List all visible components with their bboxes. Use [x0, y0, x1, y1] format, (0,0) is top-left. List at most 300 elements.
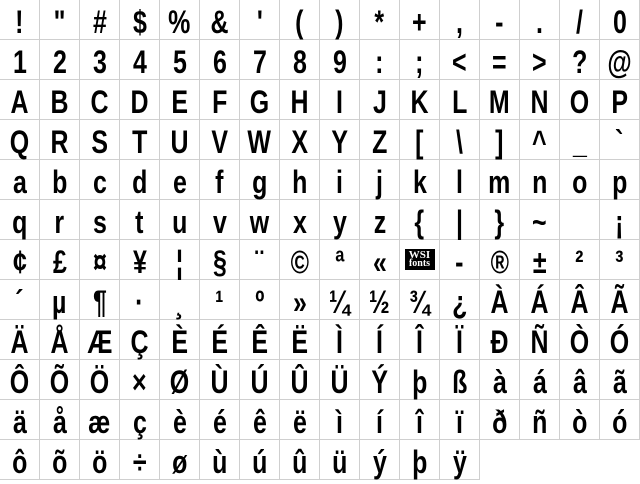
glyph: 6 — [212, 44, 227, 80]
glyph-cell — [120, 80, 160, 120]
glyph: ¨ — [255, 244, 264, 280]
glyph-cell — [400, 200, 440, 240]
glyph-cell — [400, 440, 440, 480]
glyph: è — [172, 404, 187, 440]
glyph-cell — [80, 200, 120, 240]
glyph: t — [135, 204, 144, 240]
glyph: « — [372, 244, 387, 280]
glyph-cell — [480, 0, 520, 40]
glyph: = — [492, 44, 507, 80]
glyph: õ — [51, 444, 68, 480]
glyph: å — [52, 404, 67, 440]
glyph-cell — [520, 280, 560, 320]
glyph: Á — [530, 284, 549, 320]
glyph-cell — [40, 0, 80, 40]
glyph-cell — [400, 280, 440, 320]
glyph-row-2 — [0, 40, 640, 80]
glyph-cell — [480, 360, 520, 400]
glyph-cell — [600, 120, 640, 160]
glyph: E — [171, 84, 188, 120]
glyph: " — [53, 4, 66, 40]
glyph-cell — [160, 320, 200, 360]
glyph: þ — [411, 364, 428, 400]
glyph: © — [290, 244, 309, 280]
glyph-cell — [40, 240, 80, 280]
glyph-cell — [40, 160, 80, 200]
glyph: r — [54, 204, 65, 240]
glyph-cell — [0, 280, 40, 320]
glyph: ð — [491, 404, 508, 440]
glyph: i — [336, 164, 343, 200]
glyph: Å — [50, 324, 69, 360]
glyph: U — [170, 124, 189, 160]
glyph-cell — [320, 240, 360, 280]
glyph: ¸ — [175, 284, 184, 320]
glyph-cell — [440, 120, 480, 160]
glyph: ² — [575, 244, 584, 280]
glyph-cell — [520, 80, 560, 120]
glyph-cell — [480, 400, 520, 440]
glyph-cell — [600, 320, 640, 360]
glyph: b — [51, 164, 68, 200]
glyph: É — [211, 324, 228, 360]
glyph-cell — [160, 0, 200, 40]
glyph: ¤ — [92, 244, 107, 280]
glyph-cell — [120, 120, 160, 160]
glyph: ö — [91, 444, 108, 480]
glyph-cell — [160, 440, 200, 480]
glyph: ( — [295, 4, 304, 40]
glyph: ' — [256, 4, 263, 40]
glyph-cell — [80, 80, 120, 120]
glyph-cell — [360, 440, 400, 480]
glyph-cell — [280, 360, 320, 400]
glyph: v — [212, 204, 227, 240]
glyph-cell — [400, 120, 440, 160]
glyph-cell — [120, 280, 160, 320]
glyph: N — [530, 84, 549, 120]
glyph: Æ — [87, 324, 112, 360]
glyph-cell — [560, 400, 600, 440]
glyph: - — [495, 4, 504, 40]
glyph-cell — [320, 360, 360, 400]
glyph: \ — [456, 124, 463, 160]
glyph-cell — [320, 120, 360, 160]
glyph: ¡ — [615, 204, 624, 240]
glyph-cell — [560, 0, 600, 40]
glyph: R — [50, 124, 69, 160]
glyph-row-9 — [0, 320, 640, 360]
glyph-cell — [480, 120, 520, 160]
glyph: ` — [615, 124, 624, 160]
glyph: ^ — [532, 124, 547, 160]
glyph-cell — [560, 320, 600, 360]
glyph-cell — [120, 440, 160, 480]
glyph-cell — [240, 320, 280, 360]
glyph: ~ — [532, 204, 547, 240]
glyph-row-7 — [0, 240, 640, 280]
glyph-cell — [160, 240, 200, 280]
glyph-cell — [120, 40, 160, 80]
glyph: ? — [571, 44, 588, 80]
glyph: ® — [490, 244, 509, 280]
glyph: ¶ — [92, 284, 107, 320]
glyph: h — [291, 164, 308, 200]
glyph-cell — [80, 40, 120, 80]
glyph-row-8 — [0, 280, 640, 320]
glyph: Ý — [371, 364, 388, 400]
glyph-cell — [600, 400, 640, 440]
glyph: & — [210, 4, 229, 40]
glyph: ï — [456, 404, 463, 440]
glyph-cell — [360, 320, 400, 360]
glyph: î — [416, 404, 423, 440]
glyph-cell — [240, 40, 280, 80]
glyph-cell — [0, 200, 40, 240]
glyph-cell — [440, 320, 480, 360]
glyph-row-11 — [0, 400, 640, 440]
glyph: z — [373, 204, 386, 240]
glyph: T — [131, 124, 148, 160]
glyph: ý — [372, 444, 387, 480]
glyph-cell — [320, 280, 360, 320]
glyph-cell — [520, 0, 560, 40]
glyph: 7 — [252, 44, 267, 80]
glyph-cell — [440, 80, 480, 120]
glyph-cell — [240, 360, 280, 400]
glyph-cell — [200, 280, 240, 320]
glyph-cell — [480, 40, 520, 80]
glyph: Ã — [610, 284, 629, 320]
glyph: ë — [292, 404, 307, 440]
glyph: A — [10, 84, 29, 120]
glyph: Y — [331, 124, 348, 160]
glyph: c — [92, 164, 107, 200]
glyph: _ — [572, 124, 587, 160]
glyph: § — [212, 244, 227, 280]
glyph: ! — [15, 4, 24, 40]
glyph: È — [171, 324, 188, 360]
glyph-cell — [600, 40, 640, 80]
glyph-cell — [600, 80, 640, 120]
glyph-cell — [360, 200, 400, 240]
glyph-cell — [0, 160, 40, 200]
glyph: ¢ — [12, 244, 27, 280]
glyph-cell — [280, 240, 320, 280]
empty-glyph-cell — [560, 200, 600, 240]
glyph-cell — [0, 440, 40, 480]
glyph: Ç — [130, 324, 149, 360]
glyph: ß — [451, 364, 468, 400]
glyph: [ — [415, 124, 424, 160]
glyph-cell — [200, 240, 240, 280]
glyph: s — [92, 204, 107, 240]
glyph-cell — [440, 40, 480, 80]
glyph-cell — [0, 120, 40, 160]
glyph: Ë — [291, 324, 308, 360]
wsi-logo-line1: WSI — [408, 249, 431, 261]
glyph-cell — [200, 440, 240, 480]
glyph: L — [451, 84, 468, 120]
glyph: u — [171, 204, 188, 240]
glyph: ¦ — [176, 244, 183, 280]
glyph: ¾ — [409, 284, 430, 320]
glyph: P — [611, 84, 628, 120]
glyph-cell — [440, 360, 480, 400]
glyph: S — [91, 124, 108, 160]
glyph-cell — [160, 80, 200, 120]
glyph: þ — [411, 444, 428, 480]
glyph-cell — [480, 160, 520, 200]
glyph: Ú — [250, 364, 269, 400]
glyph-cell — [120, 0, 160, 40]
glyph: G — [249, 84, 270, 120]
glyph-cell — [520, 200, 560, 240]
glyph-cell — [240, 200, 280, 240]
glyph-cell — [120, 360, 160, 400]
glyph-cell — [160, 120, 200, 160]
glyph-row-12 — [0, 440, 640, 480]
glyph-cell — [40, 440, 80, 480]
glyph: - — [455, 244, 464, 280]
glyph-cell — [280, 400, 320, 440]
glyph-cell — [200, 200, 240, 240]
glyph: ³ — [615, 244, 624, 280]
glyph-cell — [200, 320, 240, 360]
glyph-cell — [600, 200, 640, 240]
glyph-cell — [280, 0, 320, 40]
glyph: J — [372, 84, 387, 120]
glyph-cell — [240, 240, 280, 280]
wsi-logo-line2: fonts — [408, 258, 431, 269]
glyph: Ò — [569, 324, 590, 360]
glyph: % — [168, 4, 191, 40]
glyph: â — [572, 364, 587, 400]
glyph: j — [376, 164, 383, 200]
glyph: 9 — [332, 44, 347, 80]
glyph: k — [412, 164, 427, 200]
glyph-cell — [80, 120, 120, 160]
glyph: w — [249, 204, 270, 240]
glyph-cell — [0, 40, 40, 80]
glyph-row-6 — [0, 200, 640, 240]
glyph: 0 — [612, 4, 627, 40]
glyph: e — [172, 164, 187, 200]
glyph-cell — [360, 400, 400, 440]
glyph: > — [532, 44, 547, 80]
glyph-cell — [160, 280, 200, 320]
glyph: à — [492, 364, 507, 400]
glyph: ã — [612, 364, 627, 400]
glyph: I — [336, 84, 343, 120]
glyph: Õ — [49, 364, 70, 400]
glyph: é — [212, 404, 227, 440]
glyph: Ö — [89, 364, 110, 400]
glyph-cell — [240, 440, 280, 480]
glyph-cell — [80, 320, 120, 360]
glyph: ¼ — [329, 284, 350, 320]
glyph: × — [132, 364, 147, 400]
glyph-cell — [0, 240, 40, 280]
glyph-cell — [200, 120, 240, 160]
glyph: ÿ — [452, 444, 467, 480]
glyph: Ä — [10, 324, 29, 360]
glyph: H — [290, 84, 309, 120]
glyph: Ü — [330, 364, 349, 400]
glyph: ú — [251, 444, 268, 480]
glyph-cell — [160, 160, 200, 200]
glyph-cell — [560, 120, 600, 160]
glyph: Z — [371, 124, 388, 160]
glyph-cell — [480, 80, 520, 120]
glyph-cell — [520, 120, 560, 160]
glyph-cell — [440, 0, 480, 40]
glyph-cell — [400, 160, 440, 200]
glyph: Q — [9, 124, 30, 160]
glyph: ñ — [531, 404, 548, 440]
glyph: Û — [290, 364, 309, 400]
glyph: û — [291, 444, 308, 480]
glyph-cell — [320, 0, 360, 40]
glyph: X — [291, 124, 308, 160]
glyph: Ì — [336, 324, 343, 360]
glyph-cell — [240, 0, 280, 40]
glyph: ø — [171, 444, 188, 480]
glyph-cell — [520, 320, 560, 360]
glyph-cell — [80, 160, 120, 200]
glyph: ± — [532, 244, 547, 280]
glyph: Ð — [490, 324, 509, 360]
glyph: * — [374, 4, 385, 40]
glyph: Ø — [169, 364, 190, 400]
glyph: º — [254, 284, 265, 320]
glyph-cell — [360, 160, 400, 200]
glyph: 5 — [172, 44, 187, 80]
glyph: ì — [336, 404, 343, 440]
glyph-cell — [320, 160, 360, 200]
glyph: í — [376, 404, 383, 440]
glyph-cell — [200, 80, 240, 120]
glyph-cell — [200, 0, 240, 40]
glyph-cell — [280, 120, 320, 160]
glyph-cell — [400, 320, 440, 360]
glyph-cell — [400, 80, 440, 120]
glyph-cell — [440, 280, 480, 320]
glyph-cell — [200, 360, 240, 400]
glyph-cell — [360, 120, 400, 160]
glyph: ÷ — [132, 444, 147, 480]
glyph-cell — [560, 80, 600, 120]
glyph-cell — [280, 320, 320, 360]
glyph-cell — [600, 160, 640, 200]
glyph: Ê — [251, 324, 268, 360]
glyph: Ï — [456, 324, 463, 360]
glyph-cell — [240, 160, 280, 200]
glyph-cell — [120, 240, 160, 280]
glyph-cell — [0, 320, 40, 360]
glyph: @ — [607, 44, 632, 80]
glyph: C — [90, 84, 109, 120]
glyph-cell — [600, 240, 640, 280]
glyph-cell — [560, 40, 600, 80]
glyph-cell — [360, 360, 400, 400]
glyph: Î — [416, 324, 423, 360]
glyph-cell — [440, 400, 480, 440]
glyph-cell — [40, 360, 80, 400]
glyph-row-4 — [0, 120, 640, 160]
glyph-cell — [280, 160, 320, 200]
glyph: ü — [331, 444, 348, 480]
glyph: O — [569, 84, 590, 120]
glyph: l — [456, 164, 463, 200]
glyph-cell — [160, 200, 200, 240]
glyph: f — [215, 164, 224, 200]
glyph: ½ — [369, 284, 390, 320]
glyph-cell — [480, 320, 520, 360]
glyph: 8 — [292, 44, 307, 80]
glyph-cell — [40, 280, 80, 320]
glyph: ] — [495, 124, 504, 160]
glyph-cell — [0, 400, 40, 440]
glyph: : — [375, 44, 384, 80]
glyph-cell — [480, 200, 520, 240]
glyph: y — [332, 204, 347, 240]
glyph-cell — [360, 40, 400, 80]
glyph: n — [531, 164, 548, 200]
glyph-cell — [480, 240, 520, 280]
glyph: { — [414, 204, 425, 240]
glyph-cell — [0, 80, 40, 120]
glyph: ô — [11, 444, 28, 480]
glyph: 1 — [12, 44, 27, 80]
glyph: ç — [132, 404, 147, 440]
glyph: ò — [571, 404, 588, 440]
glyph: ª — [334, 244, 345, 280]
glyph-cell — [240, 400, 280, 440]
glyph: | — [456, 204, 463, 240]
glyph: ê — [252, 404, 267, 440]
glyph: p — [611, 164, 628, 200]
glyph: F — [211, 84, 228, 120]
glyph: Â — [570, 284, 589, 320]
glyph: ¿ — [451, 284, 468, 320]
glyph-cell — [560, 160, 600, 200]
glyph-cell — [320, 440, 360, 480]
glyph-cell — [280, 80, 320, 120]
glyph-cell — [40, 120, 80, 160]
glyph: æ — [88, 404, 111, 440]
glyph: » — [292, 284, 307, 320]
glyph: a — [12, 164, 27, 200]
glyph-cell — [80, 0, 120, 40]
glyph-cell — [440, 440, 480, 480]
glyph-cell — [40, 320, 80, 360]
glyph: K — [410, 84, 429, 120]
glyph-cell — [520, 360, 560, 400]
glyph-cell — [600, 360, 640, 400]
glyph-cell — [200, 160, 240, 200]
glyph-cell — [400, 360, 440, 400]
glyph-cell — [160, 360, 200, 400]
glyph-cell — [320, 80, 360, 120]
glyph-cell — [400, 400, 440, 440]
glyph: 2 — [52, 44, 67, 80]
glyph: µ — [52, 284, 67, 320]
wsi-fonts-logo — [405, 249, 435, 270]
glyph-cell — [400, 40, 440, 80]
glyph: d — [131, 164, 148, 200]
glyph-cell — [320, 40, 360, 80]
